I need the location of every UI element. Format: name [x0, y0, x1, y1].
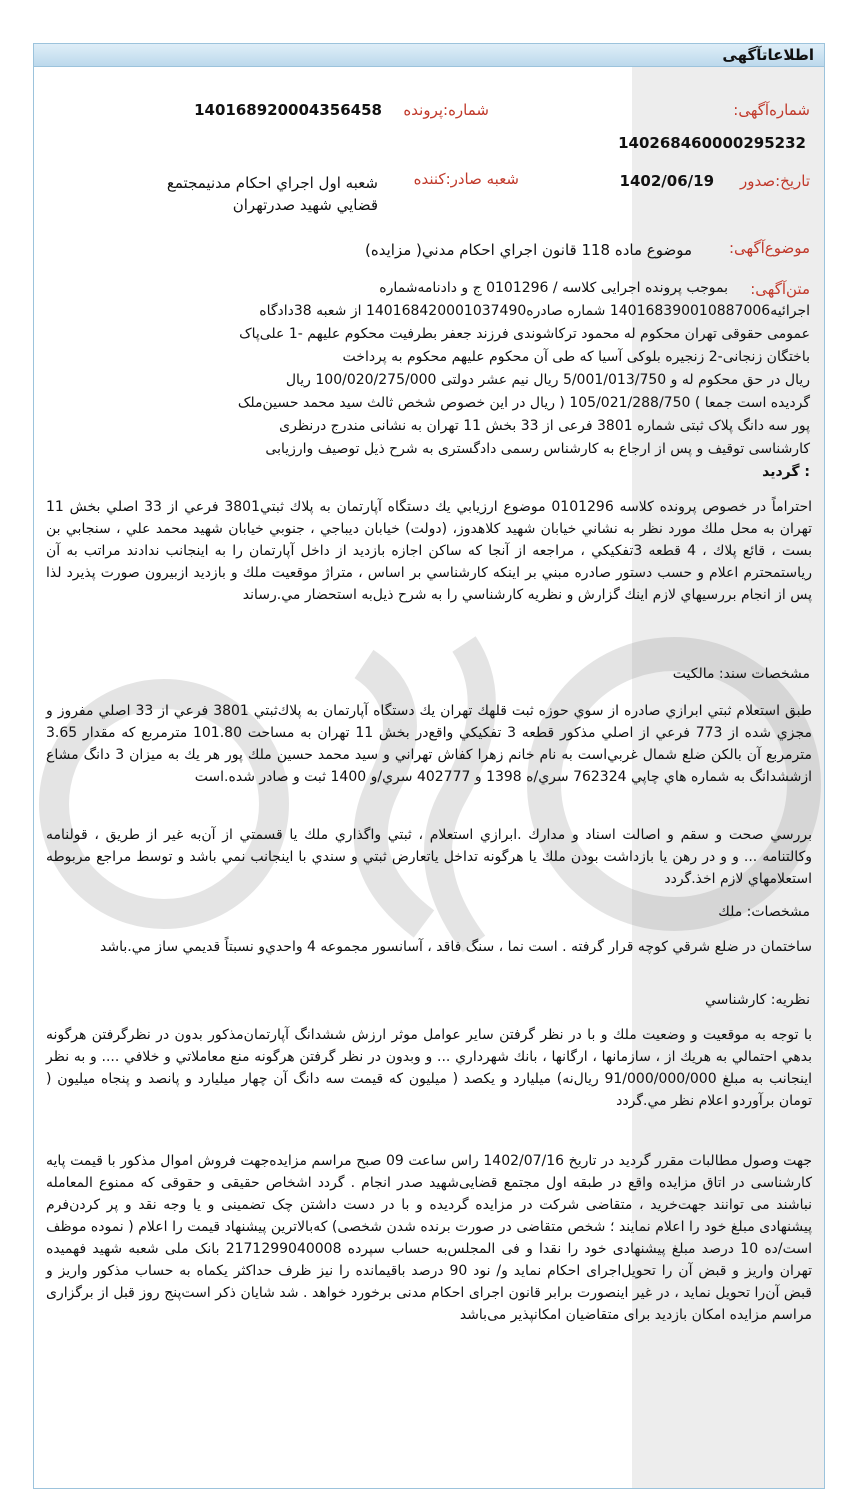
case-number-value: 140168920004356458 — [194, 101, 382, 119]
intro-line-5: ریال در حق محکوم له و 5/001/013/750 ریال نیم عشر دولتی 100/020/275/000 ریال — [285, 372, 810, 388]
expert-opinion-heading: نظريه: كارشناسي — [705, 992, 810, 1008]
intro-line-8: کارشناسی توقیف و پس از ارجاع به کارشناس رسمی دادگستری به شرح ذیل توصیف وارزیابی — [265, 441, 810, 457]
panel-header — [34, 44, 824, 67]
expert-paragraph-3: بررسي صحت و سقم و اصالت اسناد و مدارك .ابرازي استعلام ، ثبتي واگذاري ملك يا قسمتي از آن‌به غير از طريق ، قولنامه وكالتنامه ... و و در رهن يا بازداشت بودن ملك يا هرگونه تداخل ياتعارض ثبتي و سندي با اينجانب نمي باشد و توسط مراجع مربوطه استعلامهاي لازم اخذ.گردد — [46, 827, 812, 887]
expert-paragraph-5: با توجه به موقعيت و وضعيت ملك و با در نظر گرفتن ساير عوامل موثر ارزش ششدانگ آپارتمان‌مذكور بدون در نظرگرفتن هرگونه بدهي احتمالي به هريك از ، سازمانها ، ارگانها ، بانك شهرداري ... و وبدون در نظر گرفتن هرگونه منع معاملاتي و خلافي .... و به نظر اينجانب به مبلغ 91/000/000/000 ريال‌نه) ميليارد و يكصد ( ميليون كه قيمت سه دانگ آن چهار ميليارد و پانصد و پنجاه ميليون ( تومان برآوردو اعلام نظر مي.گردد — [46, 1027, 812, 1109]
notice-number-value: 140268460000295232 — [618, 134, 806, 152]
issuer-line-1: شعبه اول اجراي احكام مدنيمجتمع — [166, 174, 378, 192]
panel-title: اطلاعاتآگهی — [722, 46, 814, 64]
issue-date-value: 1402/06/19 — [619, 172, 714, 190]
expert-paragraph-2: طبق استعلام ثبتي ابرازي صادره از سوي حوزه ثبت قلهك تهران يك دستگاه آپارتمان به پلاك‌ثبتي 3801 فرعي از 33 اصلي مفروز و مجزي شده از 773 فرعي از اصلي مذكور قطعه 3 تفكيكي واقع‌در بخش 11 تهران به مساحت 101.80 مترمربع كه مقدار 3.65 مترمربع آن بالكن ضلع شمال غربي‌است به نام خانم زهرا كفاش تهراني و سيد محمد حسين ملك پور هر يك به ميزان 3 دانگ مشاع ازششدانگ به شماره هاي چاپي 762324 سري/ه 1398 و 402777 سري/و 1400 ثبت و صادر شده.است — [46, 703, 812, 785]
subject-value: موضوع ماده 118 قانون اجراي احكام مدني( مزايده) — [365, 241, 692, 259]
case-number-label: شماره:پرونده — [403, 101, 489, 119]
intro-line-6: گردیده است جمعا ) 105/021/288/750 ( ریال در این خصوص شخص ثالث سید محمد حسین‌ملک — [237, 395, 810, 411]
expert-paragraph-4: ساختمان در ضلع شرقي كوچه قرار گرفته . است نما ، سنگ فاقد ، آسانسور مجموعه 4 واحدي‌و نسبتاً قديمي ساز مي.باشد — [100, 939, 812, 955]
deed-heading: مشخصات سند: مالكيت — [672, 666, 810, 682]
body-label: متن‌آگهی: — [750, 280, 810, 298]
notice-panel — [33, 43, 825, 1489]
property-specs-heading: مشخصات: ملك — [718, 904, 810, 920]
issue-date-label: تاریخ:صدور — [740, 172, 810, 190]
intro-line-1: بموجب پرونده اجرایی کلاسه / 0101296 ج و دادنامه‌شماره — [379, 280, 728, 296]
intro-line-7: پور سه دانگ پلاک ثبتی شماره 3801 فرعی از 33 بخش 11 تهران به نشانی مندرج درنظری — [279, 418, 810, 434]
subject-label: موضوع‌آگهی: — [729, 239, 810, 257]
issuer-label: شعبه صادر:کننده — [413, 170, 519, 188]
issuer-line-2: قضايي شهيد صدرتهران — [232, 196, 378, 214]
expert-paragraph-1: احتراماً در خصوص پرونده كلاسه 0101296 موضوع ارزيابي يك دستگاه آپارتمان به پلاك ثبتي3801 فرعي از 33 اصلي بخش 11 تهران به محل ملك مورد نظر به نشاني خيابان شهيد كلاهدوز، (دولت) خيابان ديباجي ، جنوبي خيابان شهيد محمد علي ، سنجابي بن بست ، قائع پلاك ، 4 قطعه 3تفكيكي ، مراجعه از آنجا كه ساكن اجازه بازديد از داخل آپارتمان را به اينجانب ندادند مراتب به آن رياستمحترم اعلام و حسب دستور صادره مبني بر اينكه كارشناسي بر اساس ، متراژ موقعيت ملك و بازديد ازبيرون صورت پذيرد لذا پس از انجام بررسيهاي لازم اينك گزارش و نظريه كارشناسي را به شرح ذيل‌به استحضار مي.رساند — [46, 499, 813, 603]
intro-line-9: : گردید — [762, 464, 810, 480]
intro-line-3: عمومی حقوقی تهران محکوم له محمود ترکاشوندی فرزند جعفر بطرفیت محکوم علیهم -1 علی‌پاک — [239, 326, 810, 342]
watermark-logo-icon — [34, 604, 825, 984]
intro-line-4: باختگان زنجانی-2 زنجیره بلوکی آسیا که طی آن محکوم علیهم محکوم به پرداخت — [342, 349, 810, 365]
auction-paragraph: جهت وصول مطالبات مقرر گردید در تاریخ 1402/07/16 راس ساعت 09 صبح مراسم مزایده‌جهت فروش اموال مذکور با قیمت پایه کارشناسی در اتاق مزایده واقع در طبقه اول مجتمع قضایی‌شهید صدر انجام . گردد اشخاص حقیقی و حقوقی که ممنوع المعامله نباشند می توانند جهت‌خرید ، متقاضی شرکت در مزایده گردیده و با در دست داشتن چک تضمینی و یا وجه نقد و پر کردن‌فرم پیشنهادی مبلغ خود را اعلام نمایند ؛ شخص متقاضی در صورت برنده شدن شخصی) که‌بالاترین پیشنهاد قیمت را اعلام ( نموده موظف است/ده 10 درصد مبلغ پیشنهادی خود را نقدا و فی المجلس‌به حساب سپرده 2171299040008 بانک ملی شعبه شهید فهمیده تهران واریز و قبض آن را تحویل‌اجرای احکام نماید و/ نود 90 درصد باقیمانده را نیز ظرف حداکثر یکماه به حساب مذکور واریز و قبض آن‌را تحویل نماید ، در غیر اینصورت برابر قانون اجرای احکام مدنی برخورد خواهد . شد شایان ذکر است‌پنج روز قبل از برگزاری مراسم مزایده امکان بازدید برای متقاضیان امکانپذیر می‌باشد — [46, 1153, 813, 1323]
notice-number-label: شماره‌آگهی: — [733, 101, 810, 119]
intro-line-2: اجرائیه140168390010887006 شماره صادره140168420001037490 از شعبه 38دادگاه — [259, 303, 810, 319]
